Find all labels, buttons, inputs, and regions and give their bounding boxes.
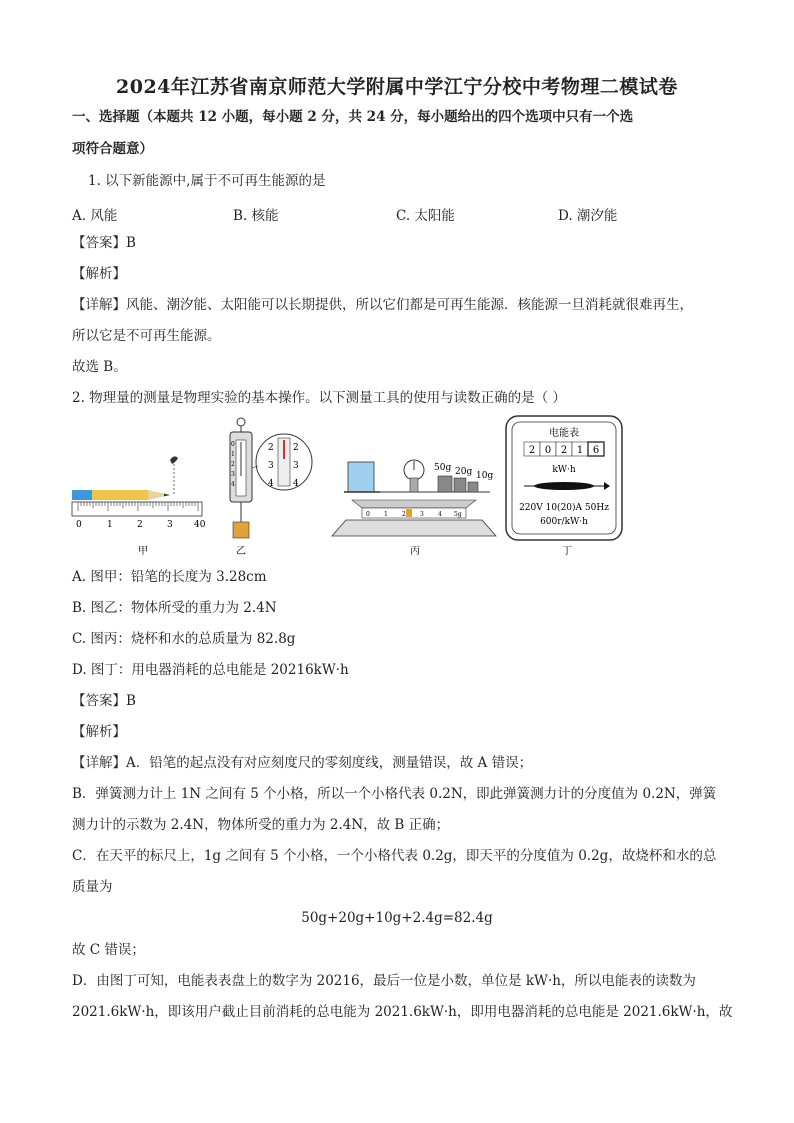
- caption-ding: 丁: [562, 546, 572, 557]
- meter-spec: 220V 10(20)A 50Hz: [519, 503, 609, 513]
- meter-digit-3: 2: [560, 445, 568, 456]
- balance-tick-5: 5g: [454, 511, 462, 518]
- q2-detail-line5: 质量为: [72, 879, 113, 895]
- weight-20g: 20g: [455, 467, 473, 477]
- q1-answer: 【答案】B: [72, 235, 136, 251]
- ruler-tick-4: 40: [194, 520, 206, 530]
- q2-after-line3: 2021.6kW·h，即该用户截止目前消耗的总电能为 2021.6kW·h，即用电器消耗的总电能是 2021.6kW·h，故: [72, 1004, 733, 1020]
- ruler-tick-0: 0: [76, 520, 82, 530]
- q2-detail-line3: 测力计的示数为 2.4N，物体所受的重力为 2.4N，故 B 正确；: [72, 817, 450, 833]
- ruler-tick-1: 1: [107, 520, 113, 530]
- ruler-tick-3: 3: [167, 520, 173, 530]
- ruler-figure: [72, 456, 206, 530]
- meter-rev: 600r/kW·h: [540, 517, 588, 527]
- caption-jia: 甲: [138, 546, 148, 557]
- q1-detail-line2: 所以它是不可再生能源。: [72, 328, 221, 344]
- balance-tick-2: 2: [402, 511, 406, 518]
- meter-digit-1: 2: [528, 445, 536, 456]
- q1-option-b: B. 核能: [233, 208, 279, 224]
- q1-option-c: C. 太阳能: [396, 208, 455, 224]
- q1-detail-line1: 【详解】风能、潮汐能、太阳能可以长期提供，所以它们都是可再生能源．核能源一旦消耗就很难再生，: [72, 297, 693, 313]
- q1-conclusion: 故选 B。: [72, 359, 127, 375]
- svg-text:0: 0: [231, 441, 235, 448]
- q2-detail-line4: C．在天平的标尺上，1g 之间有 5 个小格，一个小格代表 0.2g，即天平的分度值为 0.2g，故烧杯和水的总: [72, 848, 717, 864]
- section-heading-line1: 一、选择题（本题共 12 小题，每小题 2 分，共 24 分，每小题给出的四个选项中只有一个选: [72, 109, 634, 125]
- q2-figure: [66, 412, 636, 562]
- page-title: 2024年江苏省南京师范大学附属中学江宁分校中考物理二模试卷: [116, 76, 678, 98]
- q2-after-line2: D．由图丁可知，电能表表盘上的数字为 20216，最后一位是小数，单位是 kW·h，所以电能表的读数为: [72, 973, 696, 989]
- svg-text:3: 3: [231, 471, 235, 478]
- weight-10g: 10g: [476, 471, 494, 481]
- energy-meter-figure: [506, 416, 622, 540]
- svg-text:1: 1: [231, 451, 235, 458]
- q2-after-line1: 故 C 错误；: [72, 942, 145, 958]
- caption-yi: 乙: [236, 546, 246, 557]
- weight-50g: 50g: [434, 463, 452, 473]
- q2-detail-line2: B．弹簧测力计上 1N 之间有 5 个小格，所以一个小格代表 0.2N，即此弹簧测力计的分度值为 0.2N，弹簧: [72, 786, 717, 802]
- section-heading-line2: 项符合题意）: [72, 141, 153, 157]
- balance-tick-3: 3: [420, 511, 424, 518]
- meter-title: 电能表: [549, 428, 579, 439]
- q2-option-b: B. 图乙：物体所受的重力为 2.4N: [72, 600, 277, 616]
- meter-digit-4: 1: [576, 445, 584, 456]
- meter-unit: kW·h: [552, 465, 576, 475]
- q2-answer: 【答案】B: [72, 693, 136, 709]
- balance-tick-0: 0: [366, 511, 370, 518]
- balance-tick-1: 1: [384, 511, 388, 518]
- zoom-tick-3: 3: [268, 461, 274, 471]
- q2-detail-line1: 【详解】A．铅笔的起点没有对应刻度尺的零刻度线，测量错误，故 A 错误；: [72, 755, 533, 771]
- q2-analysis-label: 【解析】: [72, 724, 126, 740]
- zoom-tick-4: 4: [268, 479, 274, 489]
- zoom-tick-2: 2: [268, 443, 274, 453]
- q1-option-d: D. 潮汐能: [558, 208, 618, 224]
- spring-scale-figure: [230, 418, 312, 538]
- q1-analysis-label: 【解析】: [72, 266, 126, 282]
- q1-option-a: A. 风能: [72, 208, 118, 224]
- q2-stem: 2. 物理量的测量是物理实验的基本操作。以下测量工具的使用与读数正确的是（ ）: [72, 390, 566, 406]
- svg-text:2: 2: [293, 443, 299, 453]
- meter-digit-2: 0: [544, 445, 552, 456]
- q2-option-d: D. 图丁：用电器消耗的总电能是 20216kW·h: [72, 662, 349, 678]
- balance-tick-4: 4: [438, 511, 442, 518]
- q2-option-a: A. 图甲：铅笔的长度为 3.28cm: [72, 569, 267, 585]
- ruler-tick-2: 2: [137, 520, 143, 530]
- q2-equation: 50g+20g+10g+2.4g=82.4g: [301, 910, 493, 926]
- svg-text:2: 2: [231, 461, 235, 468]
- svg-text:3: 3: [293, 461, 299, 471]
- svg-text:4: 4: [231, 481, 235, 488]
- caption-bing: 丙: [410, 546, 420, 557]
- q2-option-c: C. 图丙：烧杯和水的总质量为 82.8g: [72, 631, 296, 647]
- q1-stem: 1. 以下新能源中,属于不可再生能源的是: [88, 173, 326, 189]
- balance-figure: [332, 460, 496, 536]
- meter-digit-5: 6: [592, 445, 600, 456]
- svg-text:4: 4: [293, 479, 299, 489]
